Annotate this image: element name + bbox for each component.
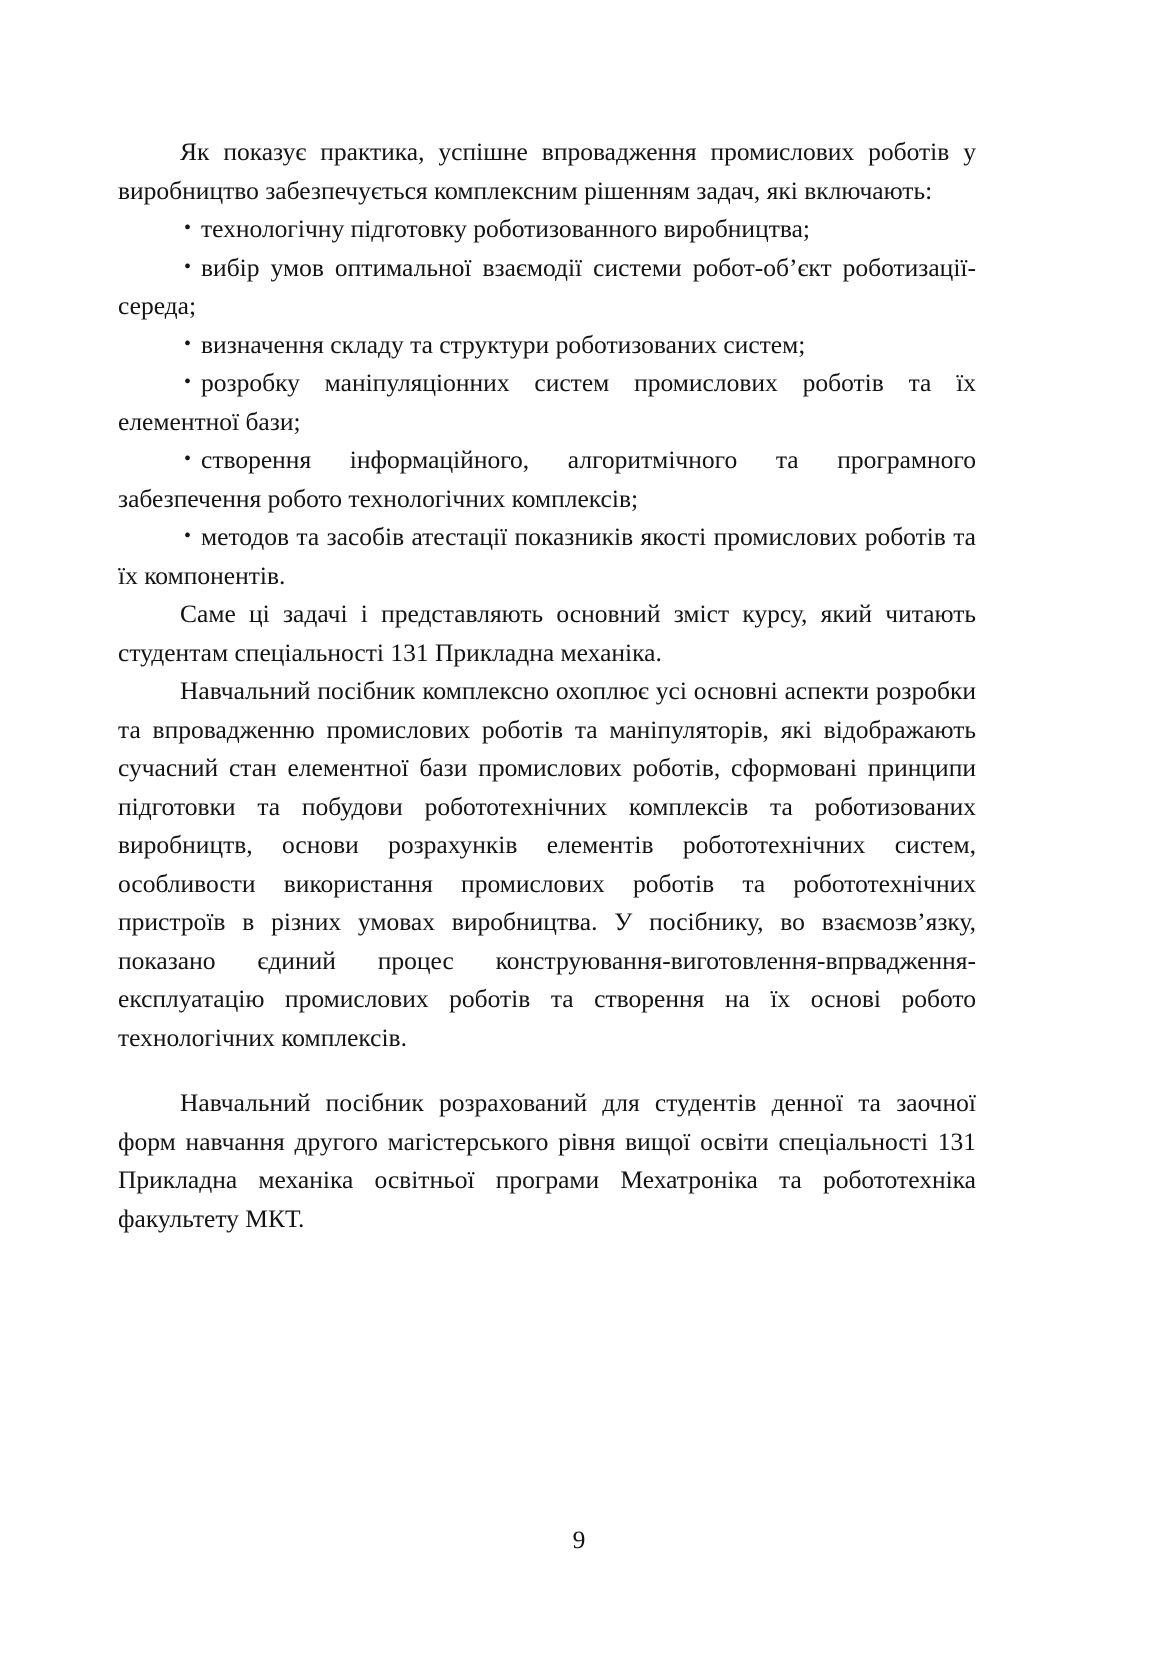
bullet-item-6-text: методов та засобів атестації показників якості промислових роботів та їх компонентів. xyxy=(118,522,976,590)
bullet-dot-icon: • xyxy=(184,255,192,278)
bullet-item-5 xyxy=(118,441,976,518)
paragraph-manual-scope: Навчальний посібник комплексно охоплює усі основні аспекти розробки та впровадженню промислових роботів та маніпуляторів, які відображають сучасний стан елементної бази промислових роботів, сформовані принципи підготовки та побудови робототехнічних комплексів та роботизованих виробництв, основи розрахунків елементів робототехнічних систем, особливости використання промислових роботів та робототехнічних пристроїв в різних умовах виробництва. У посібнику, во взаємозв’язку, показано єдиний процес конструювання-виготовлення-впрвадження-експлуатацію промислових роботів та створення на їх основі робото технологічних комплексів. xyxy=(118,676,976,1052)
paragraph-target-audience: Навчальний посібник розрахований для студентів денної та заочної форм навчання другого магістерського рівня вищої освіти спеціальності 131 Прикладна механіка освітньої програми Мехатроніка та робототехніка факультету МКТ. xyxy=(118,1088,976,1233)
bullet-item-2 xyxy=(118,249,976,326)
page-number: 9 xyxy=(572,1525,586,1554)
paragraph-spacer xyxy=(118,1057,976,1084)
bullet-dot-icon: • xyxy=(184,525,192,547)
bullet-dot-icon: • xyxy=(184,448,192,470)
bullet-item-2-text: вибір умов оптимальної взаємодії системи робот-об’єкт роботизації-середа; xyxy=(118,252,976,320)
bullet-dot-icon: • xyxy=(184,217,192,239)
bullet-item-6 xyxy=(118,518,976,595)
bullet-item-3 xyxy=(118,326,976,365)
bullet-dot-icon: • xyxy=(184,332,192,355)
page-text-body xyxy=(118,133,976,1238)
bullet-item-5-text: створення інформаційного, алгоритмічного та програмного забезпечення робото технологічних комплексів; xyxy=(118,445,976,513)
bullet-item-3-text: визначення складу та структури роботизованих систем; xyxy=(201,329,806,359)
paragraph-course-content: Саме ці задачі і представляють основний зміст курсу, який читають студентам спеціальності 131 Прикладна механіка. xyxy=(118,599,976,667)
bullet-item-1 xyxy=(118,210,976,249)
bullet-dot-icon: • xyxy=(184,371,192,393)
bullet-item-4 xyxy=(118,364,976,441)
bullet-item-4-text: розробку маніпуляціонних систем промислових роботів та їх елементної бази; xyxy=(118,368,976,436)
bullet-item-1-text: технологічну підготовку роботизованного виробництва; xyxy=(201,214,810,243)
paragraph-intro: Як показує практика, успішне впровадження промислових роботів у виробництво забезпечується комплексним рішенням задач, які включають: xyxy=(118,137,976,205)
